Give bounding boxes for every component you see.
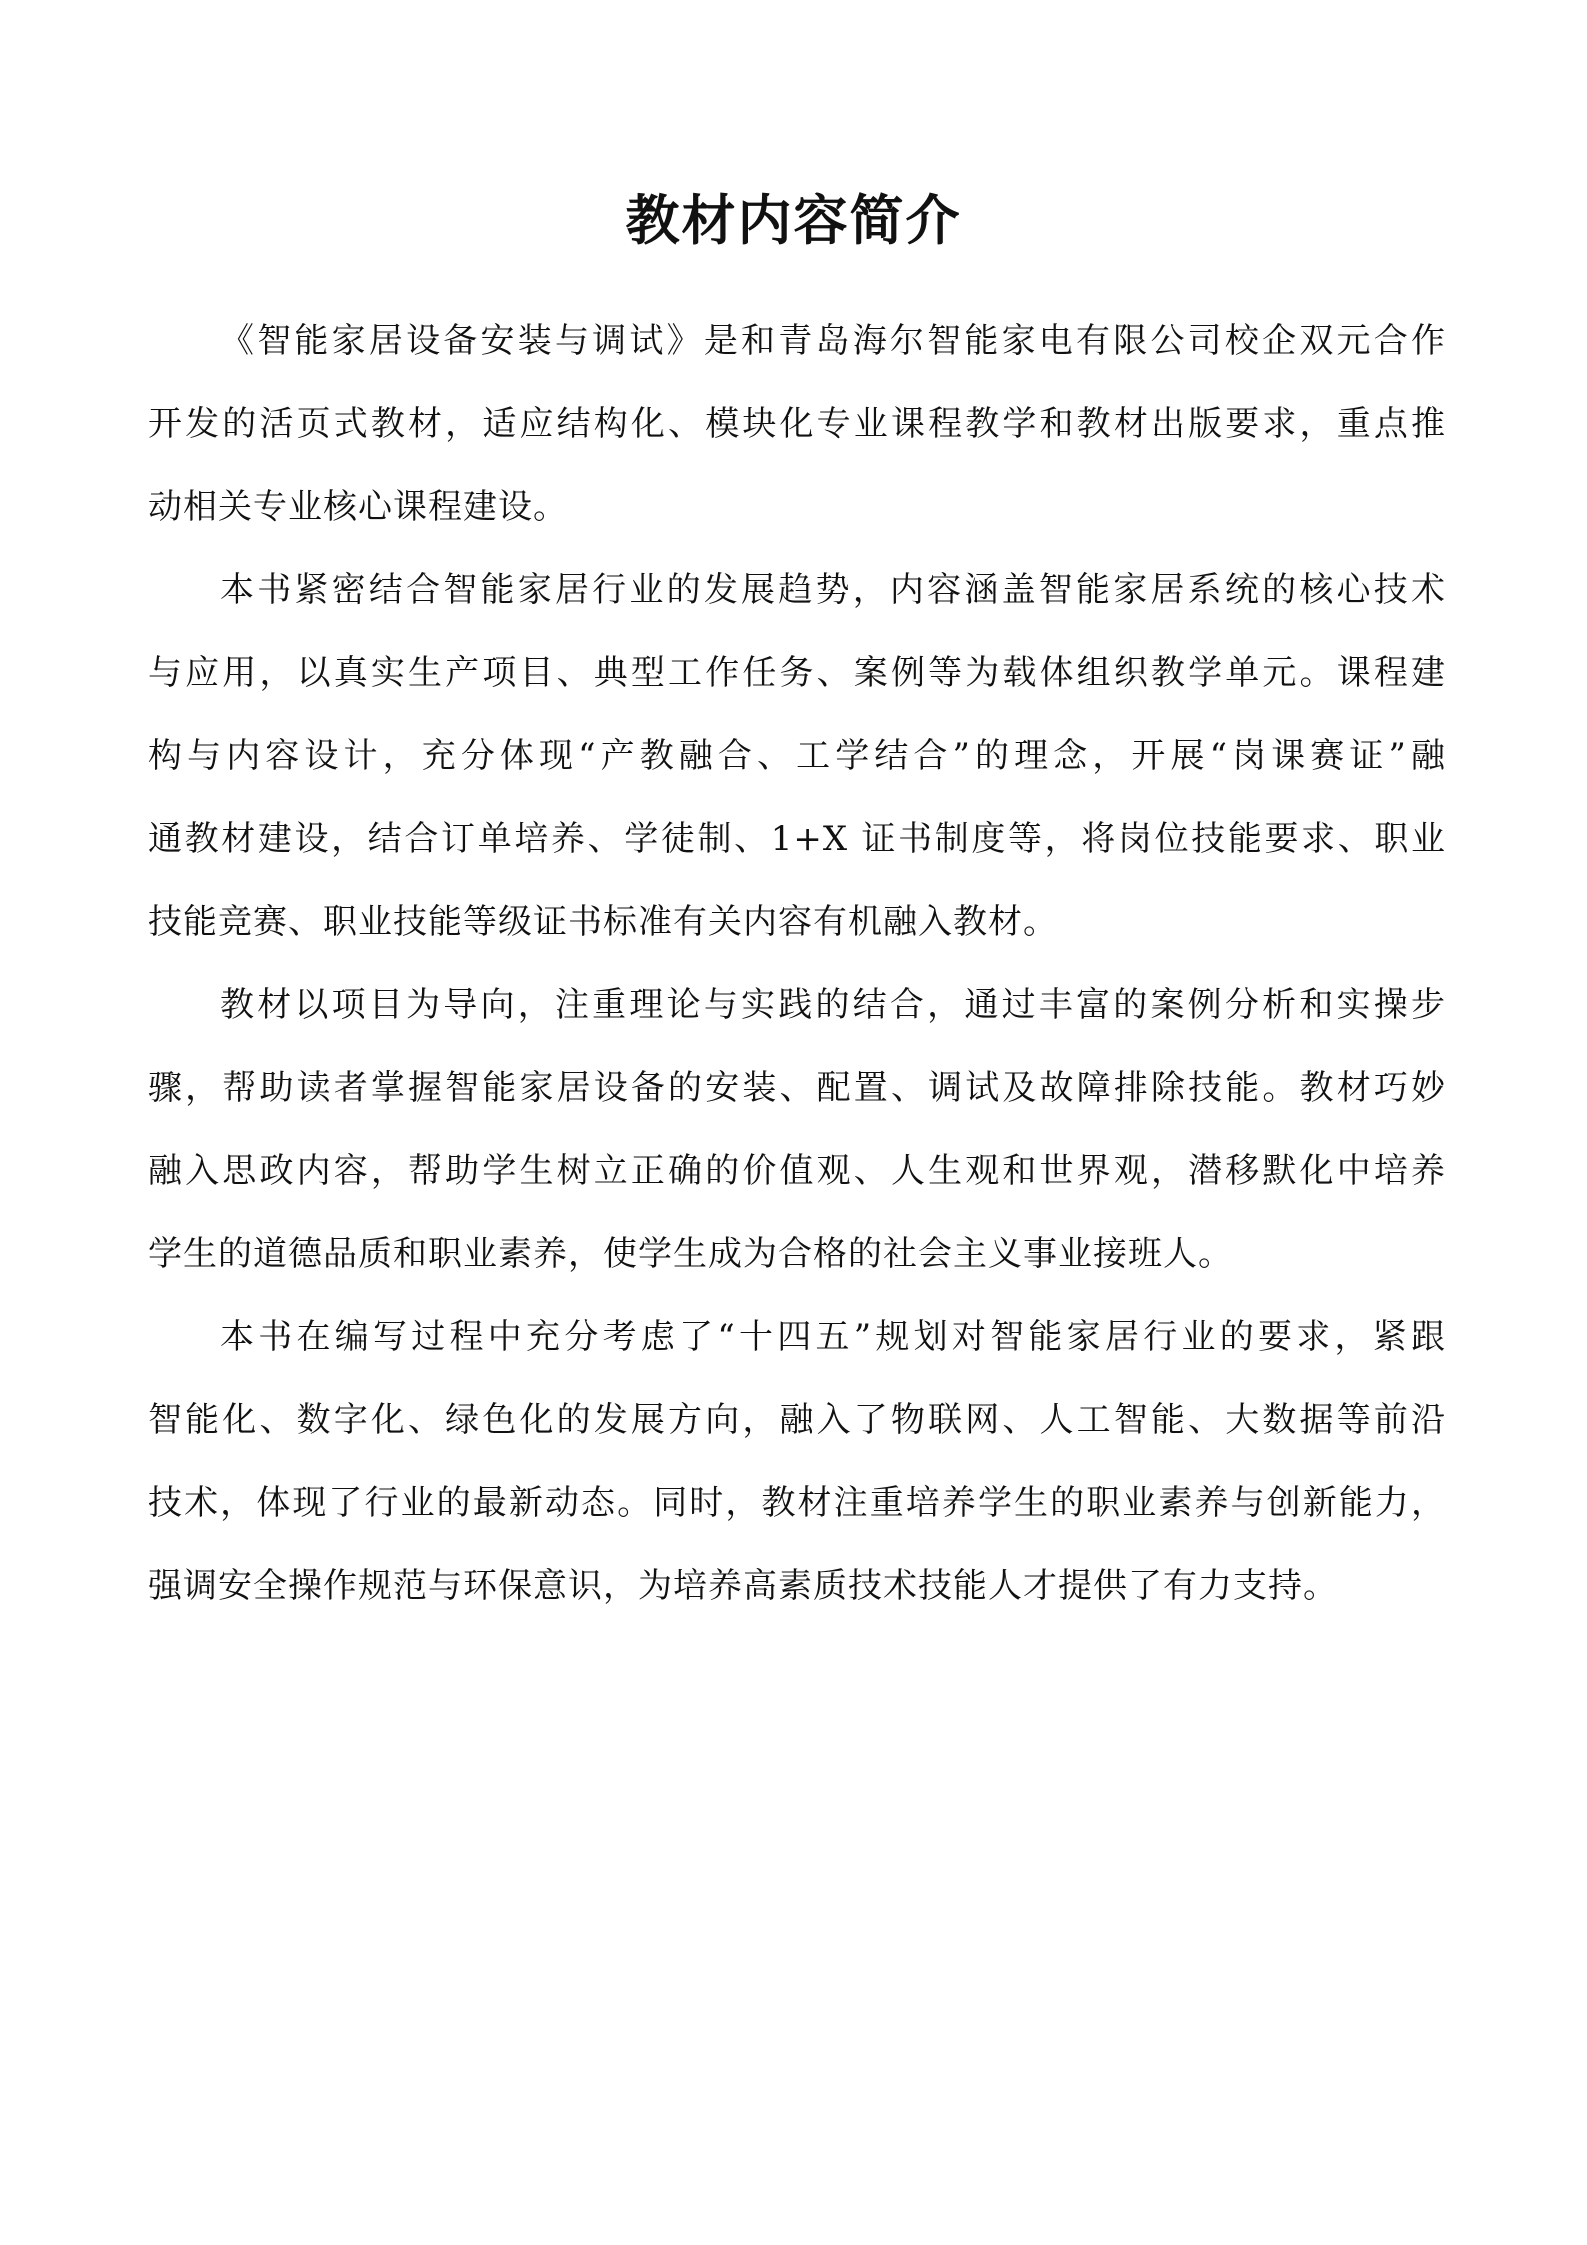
text-line: 学生的道德品质和职业素养，使学生成为合格的社会主义事业接班人。 bbox=[148, 1234, 1233, 1274]
paragraph-2 bbox=[148, 549, 1446, 964]
text-line: 本书紧密结合智能家居行业的发展趋势，内容涵盖智能家居系统的核心技术 bbox=[220, 570, 1446, 610]
text-line: 教材以项目为导向，注重理论与实践的结合，通过丰富的案例分析和实操步 bbox=[220, 985, 1446, 1025]
text-line: 本书在编写过程中充分考虑了“十四五”规划对智能家居行业的要求，紧跟 bbox=[220, 1317, 1446, 1357]
text-line: 智能化、数字化、绿色化的发展方向，融入了物联网、人工智能、大数据等前沿 bbox=[148, 1400, 1446, 1440]
text-line: 动相关专业核心课程建设。 bbox=[148, 487, 568, 527]
text-line: 技术，体现了行业的最新动态。同时，教材注重培养学生的职业素养与创新能力， bbox=[148, 1483, 1446, 1523]
text-line: 强调安全操作规范与环保意识，为培养高素质技术技能人才提供了有力支持。 bbox=[148, 1566, 1338, 1606]
text-line: 构与内容设计，充分体现“产教融合、工学结合”的理念，开展“岗课赛证”融 bbox=[148, 736, 1446, 776]
text-line: 通教材建设，结合订单培养、学徒制、1+X 证书制度等，将岗位技能要求、职业 bbox=[148, 819, 1446, 859]
text-line: 与应用，以真实生产项目、典型工作任务、案例等为载体组织教学单元。课程建 bbox=[148, 653, 1446, 693]
document-body bbox=[148, 300, 1446, 1628]
text-line: 开发的活页式教材，适应结构化、模块化专业课程教学和教材出版要求，重点推 bbox=[148, 404, 1446, 444]
paragraph-1 bbox=[148, 300, 1446, 549]
text-line: 《智能家居设备安装与调试》是和青岛海尔智能家电有限公司校企双元合作 bbox=[220, 321, 1446, 361]
text-line: 融入思政内容，帮助学生树立正确的价值观、人生观和世界观，潜移默化中培养 bbox=[148, 1151, 1446, 1191]
paragraph-4 bbox=[148, 1296, 1446, 1628]
text-line: 技能竞赛、职业技能等级证书标准有关内容有机融入教材。 bbox=[148, 902, 1058, 942]
page-title: 教材内容简介 bbox=[625, 188, 962, 252]
paragraph-3 bbox=[148, 964, 1446, 1296]
text-line: 骤，帮助读者掌握智能家居设备的安装、配置、调试及故障排除技能。教材巧妙 bbox=[148, 1068, 1446, 1108]
